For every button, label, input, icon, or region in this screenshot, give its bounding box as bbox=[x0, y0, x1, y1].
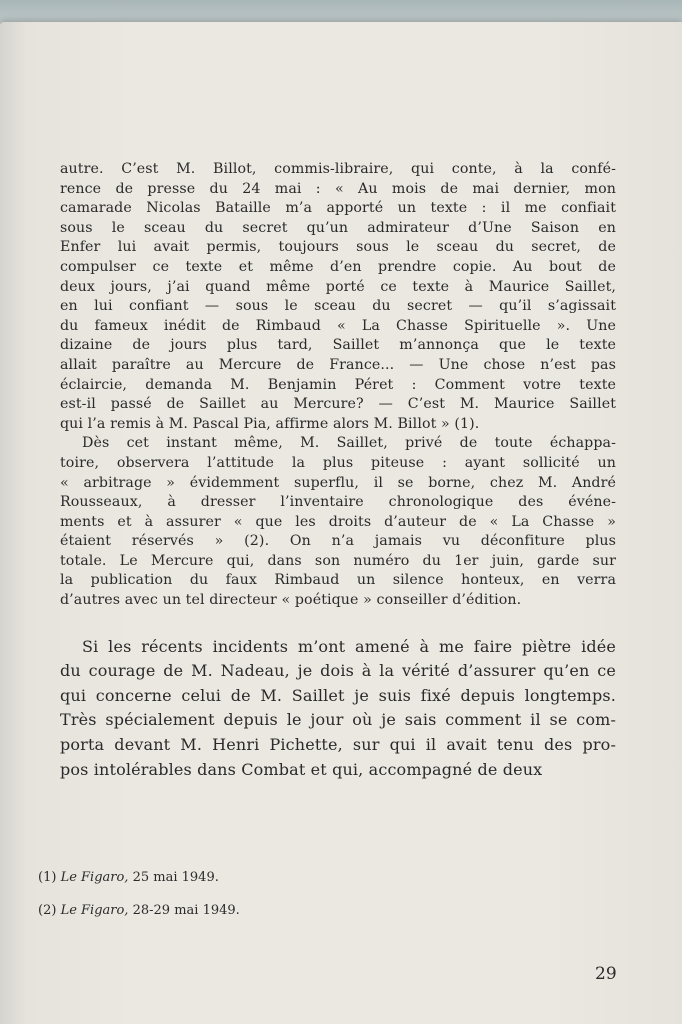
footnote-number: (2) bbox=[38, 903, 57, 918]
paragraph-gap bbox=[60, 611, 616, 635]
text-line: toire, observera l’attitude la plus piteuse : ayant sollicité un bbox=[60, 454, 616, 471]
text-line: Dès cet instant même, M. Saillet, privé de toute échappa- bbox=[82, 435, 616, 452]
text-line: totale. Le Mercure qui, dans son numéro du 1er juin, garde sur bbox=[60, 552, 616, 569]
footnote-date: 25 mai 1949. bbox=[132, 870, 219, 885]
text-line: la publication du faux Rimbaud un silence honteux, en verra bbox=[60, 572, 616, 589]
text-line: qui l’a remis à M. Pascal Pia, affirme alors M. Billot » (1). bbox=[60, 415, 480, 432]
text-line: pos intolérables dans Combat et qui, accompagné de deux bbox=[60, 759, 543, 779]
text-line: sous le sceau du secret qu’un admirateur d’Une Saison en bbox=[60, 219, 616, 236]
text-line: allait paraître au Mercure de France... — Une chose n’est pas bbox=[60, 356, 616, 373]
book-page bbox=[0, 22, 682, 1024]
text-line: compulser ce texte et même d’en prendre copie. Au bout de bbox=[60, 258, 616, 275]
paragraph-3 bbox=[60, 635, 616, 783]
text-line: étaient réservés » (2). On n’a jamais vu déconfiture plus bbox=[60, 533, 616, 550]
text-line: du courage de M. Nadeau, je dois à la vérité d’assurer qu’en ce bbox=[60, 661, 616, 681]
text-line: Très spécialement depuis le jour où je sais comment il se com- bbox=[60, 710, 616, 730]
page-number: 29 bbox=[595, 964, 617, 984]
text-line: qui concerne celui de M. Saillet je suis fixé depuis longtemps. bbox=[60, 685, 616, 705]
text-line: porta devant M. Henri Pichette, sur qui il avait tenu des pro- bbox=[60, 735, 616, 755]
footnote-2 bbox=[38, 903, 240, 918]
text-line: en lui confiant — sous le sceau du secret — qu’il s’agissait bbox=[60, 298, 616, 315]
text-line: est-il passé de Saillet au Mercure? — C’est M. Maurice Saillet bbox=[60, 396, 616, 413]
text-line: Si les récents incidents m’ont amené à me faire piètre idée bbox=[82, 636, 616, 656]
text-line: Enfer lui avait permis, toujours sous le sceau du secret, de bbox=[60, 239, 616, 256]
paragraph-2 bbox=[60, 434, 616, 610]
text-line: « arbitrage » évidemment superflu, il se borne, chez M. André bbox=[60, 474, 616, 491]
footnotes bbox=[38, 870, 240, 936]
text-line: rence de presse du 24 mai : « Au mois de mai dernier, mon bbox=[60, 180, 616, 197]
footnote-1 bbox=[38, 870, 240, 885]
paragraph-1 bbox=[60, 160, 616, 434]
text-line: d’autres avec un tel directeur « poétique » conseiller d’édition. bbox=[60, 592, 522, 609]
text-line: Rousseaux, à dresser l’inventaire chronologique des événe- bbox=[60, 494, 616, 511]
text-line: camarade Nicolas Bataille m’a apporté un texte : il me confiait bbox=[60, 200, 616, 217]
footnote-source: Le Figaro, bbox=[60, 903, 129, 918]
text-line: autre. C’est M. Billot, commis-libraire, qui conte, à la confé- bbox=[60, 161, 616, 177]
text-line: du fameux inédit de Rimbaud « La Chasse Spirituelle ». Une bbox=[60, 317, 616, 334]
text-line: dizaine de jours plus tard, Saillet m’annonça que le texte bbox=[60, 337, 616, 354]
text-line: deux jours, j’ai quand même porté ce texte à Maurice Saillet, bbox=[60, 278, 616, 295]
text-line: ments et à assurer « que les droits d’auteur de « La Chasse » bbox=[60, 513, 616, 530]
footnote-source: Le Figaro, bbox=[60, 870, 129, 885]
body-text bbox=[60, 160, 616, 782]
text-line: éclaircie, demanda M. Benjamin Péret : Comment votre texte bbox=[60, 376, 616, 393]
footnote-date: 28-29 mai 1949. bbox=[132, 903, 240, 918]
footnote-number: (1) bbox=[38, 870, 57, 885]
